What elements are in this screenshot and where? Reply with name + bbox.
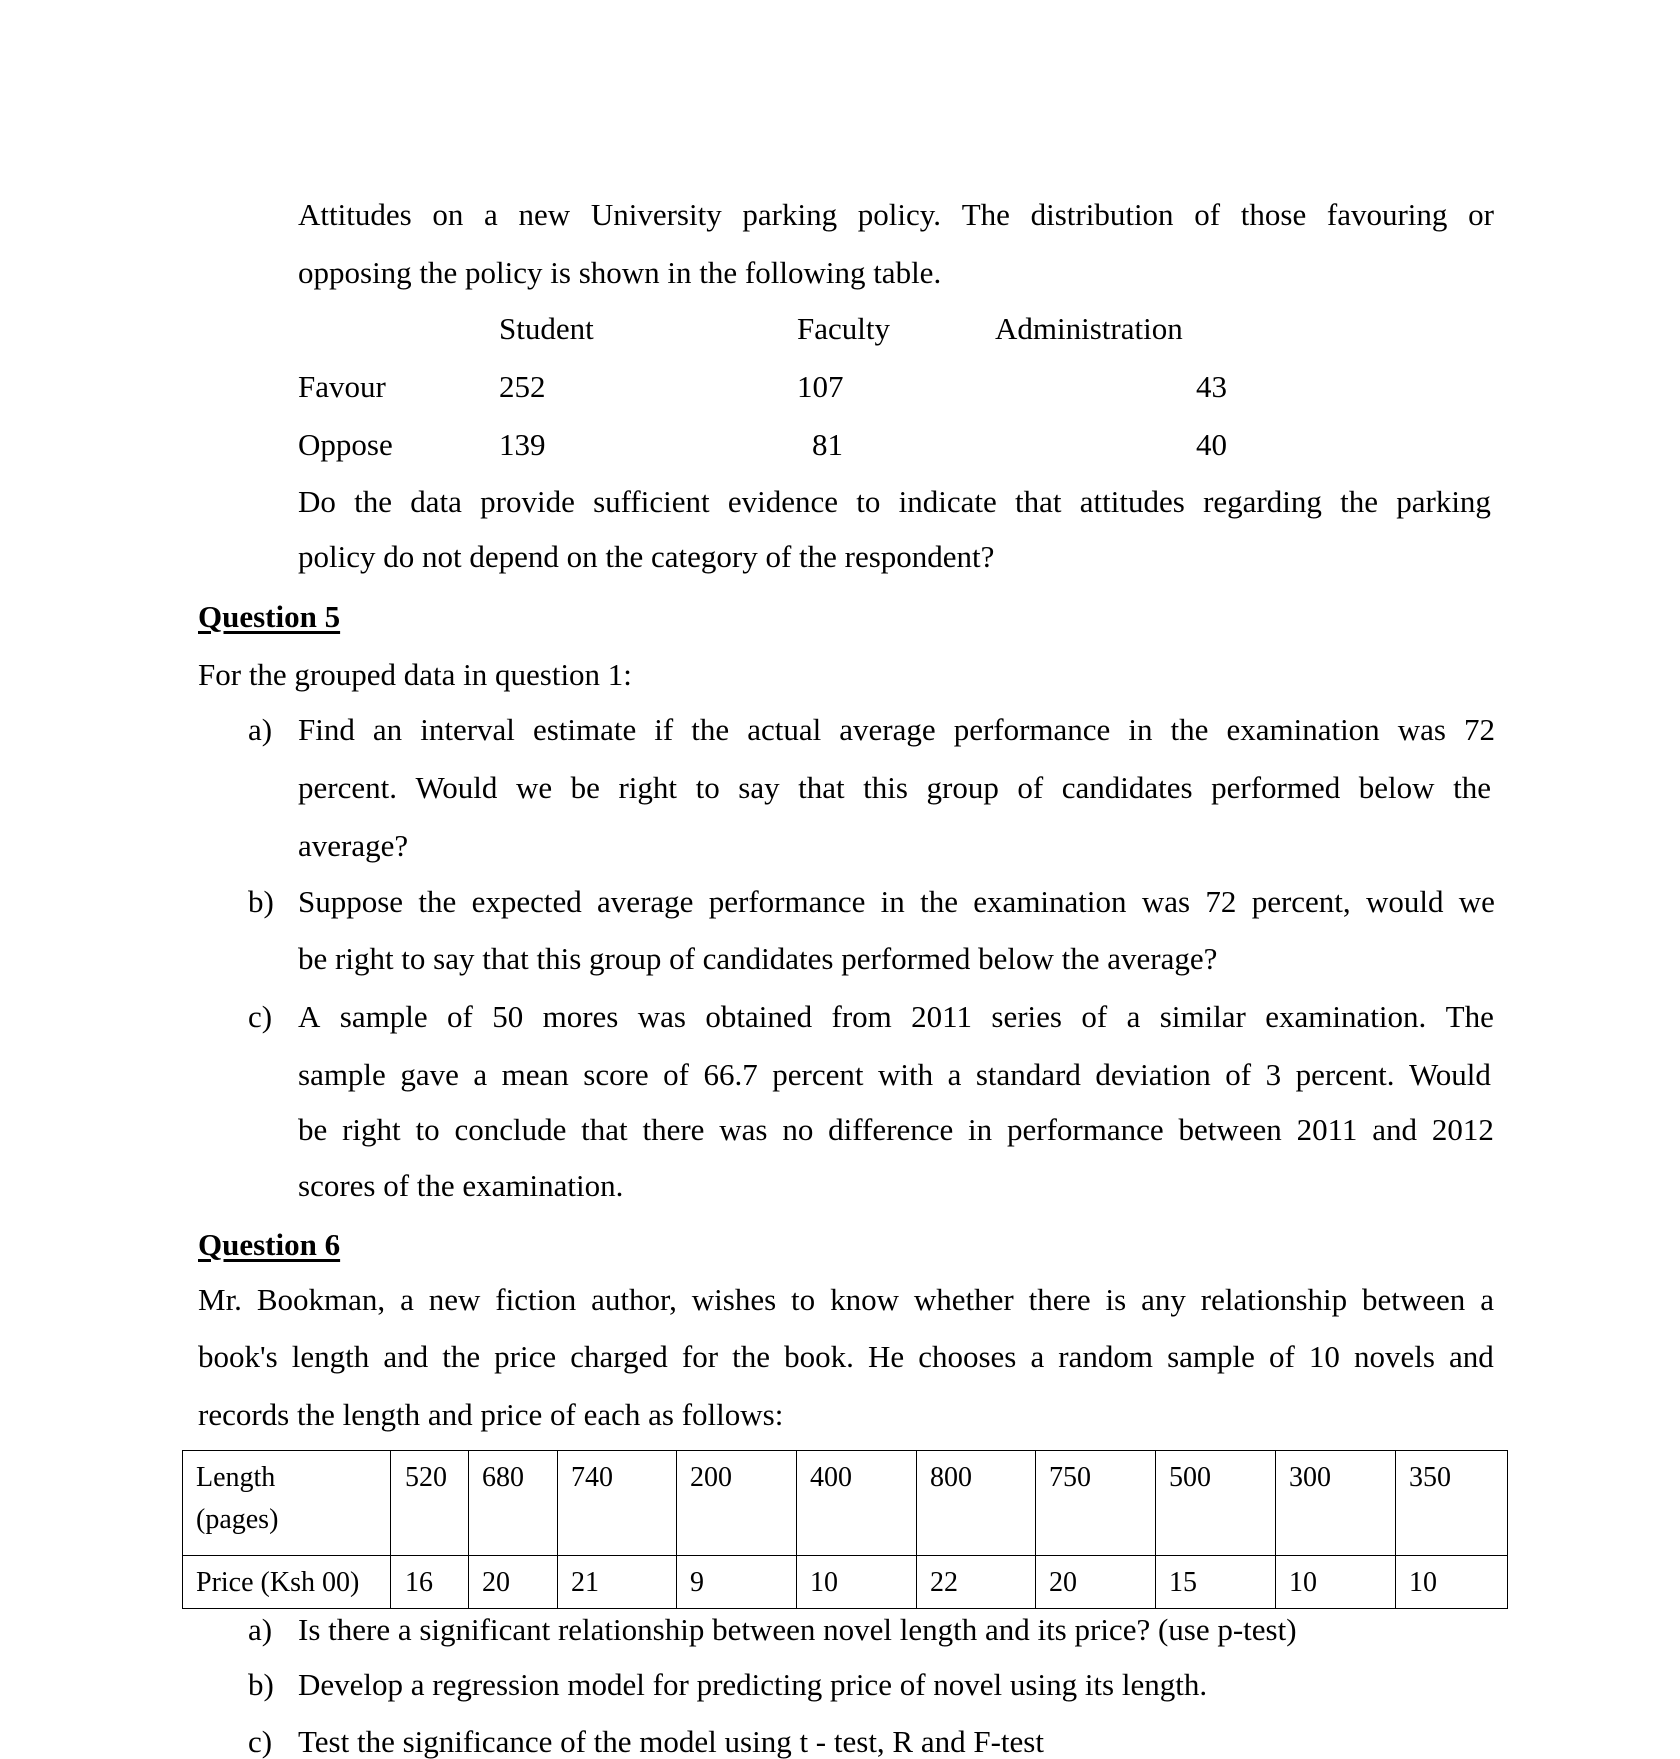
length-cell: 740 xyxy=(558,1451,677,1556)
word: below xyxy=(1358,770,1435,805)
length-cell: 500 xyxy=(1156,1451,1276,1556)
word: right xyxy=(342,1112,401,1147)
word: performance xyxy=(953,712,1111,747)
word: would xyxy=(1365,884,1444,919)
word: book's xyxy=(198,1339,278,1374)
word: that xyxy=(798,770,845,805)
word: to xyxy=(856,484,881,519)
question-4-line-2: policy do not depend on the category of the respondent? xyxy=(298,539,995,574)
word: standard xyxy=(975,1057,1081,1092)
word: University xyxy=(590,197,722,232)
word: deviation xyxy=(1095,1057,1211,1092)
word: percent. xyxy=(298,770,397,805)
word: and xyxy=(1372,1112,1418,1147)
word: 50 xyxy=(492,999,524,1034)
price-cell: 9 xyxy=(677,1556,797,1609)
word: Would xyxy=(415,770,498,805)
q5-item-c-line-3 xyxy=(298,1114,1494,1145)
price-cell: 21 xyxy=(558,1556,677,1609)
word: was xyxy=(1397,712,1446,747)
word: sample xyxy=(298,1057,386,1092)
word: new xyxy=(428,1282,481,1317)
cell-oppose-administration: 40 xyxy=(1196,427,1227,462)
word: no xyxy=(782,1112,814,1147)
word: conclude xyxy=(454,1112,567,1147)
price-cell: 16 xyxy=(391,1556,469,1609)
word: for xyxy=(681,1339,719,1374)
word: an xyxy=(372,712,403,747)
word: there xyxy=(642,1112,705,1147)
word: 3 xyxy=(1265,1057,1282,1092)
word: of xyxy=(1225,1057,1252,1092)
price-cell: 10 xyxy=(797,1556,917,1609)
row-label-length: Length (pages) xyxy=(183,1451,391,1556)
price-cell: 20 xyxy=(469,1556,558,1609)
word: to xyxy=(695,770,720,805)
word: those xyxy=(1240,197,1307,232)
word: book. xyxy=(784,1339,854,1374)
word: gave xyxy=(400,1057,459,1092)
word: author, xyxy=(591,1282,677,1317)
word: data xyxy=(410,484,462,519)
q6-paragraph-line-1 xyxy=(198,1284,1494,1315)
word: to xyxy=(791,1282,816,1317)
price-cell: 15 xyxy=(1156,1556,1276,1609)
q6-item-c-marker: c) xyxy=(248,1724,273,1759)
word: with xyxy=(877,1057,934,1092)
q6-item-b-text: Develop a regression model for predicting price of novel using its length. xyxy=(298,1667,1208,1702)
word: is xyxy=(1105,1282,1127,1317)
word: the xyxy=(1340,484,1378,519)
word: performance xyxy=(1007,1112,1164,1147)
word: random xyxy=(1058,1339,1153,1374)
word: candidates xyxy=(1061,770,1193,805)
book-data-table xyxy=(182,1450,1508,1609)
word: sample xyxy=(1167,1339,1255,1374)
q5-item-b-line-1 xyxy=(298,886,1495,917)
word: sample xyxy=(339,999,428,1034)
word: in xyxy=(1128,712,1153,747)
word: parking xyxy=(1396,484,1491,519)
word: the xyxy=(418,884,457,919)
word: parking xyxy=(742,197,838,232)
cell-favour-student: 252 xyxy=(499,369,546,404)
word: on xyxy=(432,197,464,232)
word: a xyxy=(947,1057,962,1092)
word: sufficient xyxy=(593,484,710,519)
length-cell: 520 xyxy=(391,1451,469,1556)
word: between xyxy=(1362,1282,1466,1317)
word: we xyxy=(515,770,553,805)
intro-line-1 xyxy=(298,199,1494,230)
q6-paragraph-line-3: records the length and price of each as follows: xyxy=(198,1397,784,1432)
word: examination xyxy=(973,884,1127,919)
word: the xyxy=(1170,712,1209,747)
word: He xyxy=(867,1339,905,1374)
word: 2012 xyxy=(1431,1112,1494,1147)
intro-line-2: opposing the policy is shown in the following table. xyxy=(298,255,942,290)
word: the xyxy=(691,712,730,747)
word: Attitudes xyxy=(298,197,412,232)
word: was xyxy=(719,1112,768,1147)
word: average xyxy=(839,712,936,747)
word: estimate xyxy=(532,712,637,747)
cell-favour-administration: 43 xyxy=(1196,369,1227,404)
word: regarding xyxy=(1203,484,1322,519)
word: 72 xyxy=(1464,712,1495,747)
q6-item-a-text: Is there a significant relationship between novel length and its price? (use p-test) xyxy=(298,1612,1297,1647)
word: actual xyxy=(747,712,822,747)
word: chooses xyxy=(918,1339,1017,1374)
word: favouring xyxy=(1326,197,1448,232)
q5-item-a-line-1 xyxy=(298,714,1495,745)
word: score xyxy=(583,1057,649,1092)
word: 72 xyxy=(1205,884,1237,919)
word: from xyxy=(831,999,892,1034)
word: Would xyxy=(1409,1057,1491,1092)
word: was xyxy=(637,999,686,1034)
word: be xyxy=(570,770,600,805)
word: group xyxy=(926,770,999,805)
q5-item-c-line-1 xyxy=(298,1001,1494,1032)
word: interval xyxy=(420,712,515,747)
word: length xyxy=(291,1339,370,1374)
word: mean xyxy=(501,1057,569,1092)
word: percent, xyxy=(1251,884,1351,919)
word: distribution xyxy=(1030,197,1174,232)
word: a xyxy=(473,1057,488,1092)
word: examination xyxy=(1226,712,1380,747)
word: Suppose xyxy=(298,884,404,919)
word: this xyxy=(863,770,908,805)
word: and xyxy=(1449,1339,1494,1374)
word: new xyxy=(518,197,571,232)
word: 2011 xyxy=(1296,1112,1358,1147)
cell-favour-faculty: 107 xyxy=(797,369,844,404)
word: right xyxy=(618,770,678,805)
row-label-favour: Favour xyxy=(298,369,386,404)
column-header-administration: Administration xyxy=(995,311,1183,346)
word: novels xyxy=(1354,1339,1435,1374)
word: evidence xyxy=(727,484,839,519)
length-cell: 200 xyxy=(677,1451,797,1556)
q5-item-a-line-3: average? xyxy=(298,828,409,863)
word: similar xyxy=(1159,999,1246,1034)
word: of xyxy=(1081,999,1108,1034)
word: a xyxy=(1030,1339,1045,1374)
row-label-price: Price (Ksh 00) xyxy=(183,1556,391,1609)
q6-item-b-marker: b) xyxy=(248,1667,274,1702)
word: any xyxy=(1141,1282,1186,1317)
question-5-intro: For the grouped data in question 1: xyxy=(198,657,632,692)
word: a xyxy=(1480,1282,1494,1317)
word: if xyxy=(654,712,674,747)
word: expected xyxy=(471,884,582,919)
word: that xyxy=(581,1112,628,1147)
word: policy. xyxy=(857,197,942,232)
q5-item-c-line-4: scores of the examination. xyxy=(298,1168,624,1203)
q6-item-c-text: Test the significance of the model using t - test, R and F-test xyxy=(298,1724,1044,1759)
word: price xyxy=(494,1339,557,1374)
word: of xyxy=(1194,197,1221,232)
table-row-price xyxy=(183,1556,1508,1609)
word: charged xyxy=(570,1339,668,1374)
word: Find xyxy=(298,712,355,747)
word: there xyxy=(1028,1282,1091,1317)
q5-item-a-line-2 xyxy=(298,772,1491,803)
column-header-student: Student xyxy=(499,311,594,346)
word: in xyxy=(968,1112,993,1147)
word: a xyxy=(484,197,498,232)
word: a xyxy=(1126,999,1141,1034)
word: examination. xyxy=(1265,999,1427,1034)
word: between xyxy=(1178,1112,1282,1147)
word: of xyxy=(663,1057,689,1092)
word: A xyxy=(298,999,321,1034)
column-header-faculty: Faculty xyxy=(797,311,890,346)
word: that xyxy=(1015,484,1062,519)
price-cell: 20 xyxy=(1036,1556,1156,1609)
word: Mr. xyxy=(198,1282,242,1317)
word: say xyxy=(738,770,780,805)
word: wishes xyxy=(691,1282,777,1317)
word: Do xyxy=(298,484,336,519)
price-cell: 22 xyxy=(917,1556,1036,1609)
word: attitudes xyxy=(1079,484,1185,519)
word: of xyxy=(1269,1339,1295,1374)
word: 66.7 xyxy=(703,1057,758,1092)
word: fiction xyxy=(495,1282,577,1317)
word: performance xyxy=(708,884,866,919)
word: the xyxy=(920,884,958,919)
word: in xyxy=(880,884,905,919)
word: The xyxy=(1445,999,1494,1034)
word: relationship xyxy=(1200,1282,1348,1317)
word: we xyxy=(1458,884,1495,919)
q5-item-b-line-2: be right to say that this group of candidates performed below the average? xyxy=(298,941,1218,976)
cell-oppose-faculty: 81 xyxy=(812,427,843,462)
word: provide xyxy=(480,484,575,519)
q5-item-c-line-2 xyxy=(298,1059,1491,1090)
word: of xyxy=(1017,770,1044,805)
word: the xyxy=(1453,770,1491,805)
length-cell: 350 xyxy=(1396,1451,1508,1556)
word: was xyxy=(1141,884,1191,919)
word: 2011 xyxy=(911,999,973,1034)
word: percent. xyxy=(1295,1057,1395,1092)
length-cell: 750 xyxy=(1036,1451,1156,1556)
q6-item-a-marker: a) xyxy=(248,1612,273,1647)
word: mores xyxy=(542,999,619,1034)
word: the xyxy=(732,1339,770,1374)
word: and xyxy=(383,1339,429,1374)
word: the xyxy=(354,484,393,519)
word: 10 xyxy=(1308,1339,1340,1374)
word: whether xyxy=(913,1282,1014,1317)
word: of xyxy=(446,999,473,1034)
row-label-oppose: Oppose xyxy=(298,427,393,462)
question-4-line-1 xyxy=(298,486,1491,517)
word: a xyxy=(400,1282,414,1317)
cell-oppose-student: 139 xyxy=(499,427,546,462)
word: series xyxy=(991,999,1062,1034)
word: obtained xyxy=(705,999,813,1034)
q5-item-b-marker: b) xyxy=(248,884,274,919)
word: Bookman, xyxy=(256,1282,386,1317)
price-cell: 10 xyxy=(1396,1556,1508,1609)
word: be xyxy=(298,1112,328,1147)
length-cell: 680 xyxy=(469,1451,558,1556)
q6-paragraph-line-2 xyxy=(198,1341,1494,1372)
table-row-length xyxy=(183,1451,1508,1556)
price-cell: 10 xyxy=(1276,1556,1396,1609)
word: percent xyxy=(772,1057,864,1092)
question-5-heading: Question 5 xyxy=(198,599,341,634)
word: indicate xyxy=(898,484,997,519)
word: know xyxy=(830,1282,899,1317)
question-6-heading: Question 6 xyxy=(198,1227,341,1262)
word: difference xyxy=(828,1112,954,1147)
length-cell: 300 xyxy=(1276,1451,1396,1556)
q5-item-a-marker: a) xyxy=(248,712,273,747)
word: The xyxy=(961,197,1010,232)
word: performed xyxy=(1211,770,1341,805)
word: the xyxy=(442,1339,481,1374)
q5-item-c-marker: c) xyxy=(248,999,273,1034)
word: average xyxy=(597,884,694,919)
length-cell: 400 xyxy=(797,1451,917,1556)
word: or xyxy=(1468,197,1494,232)
word: to xyxy=(415,1112,440,1147)
length-cell: 800 xyxy=(917,1451,1036,1556)
